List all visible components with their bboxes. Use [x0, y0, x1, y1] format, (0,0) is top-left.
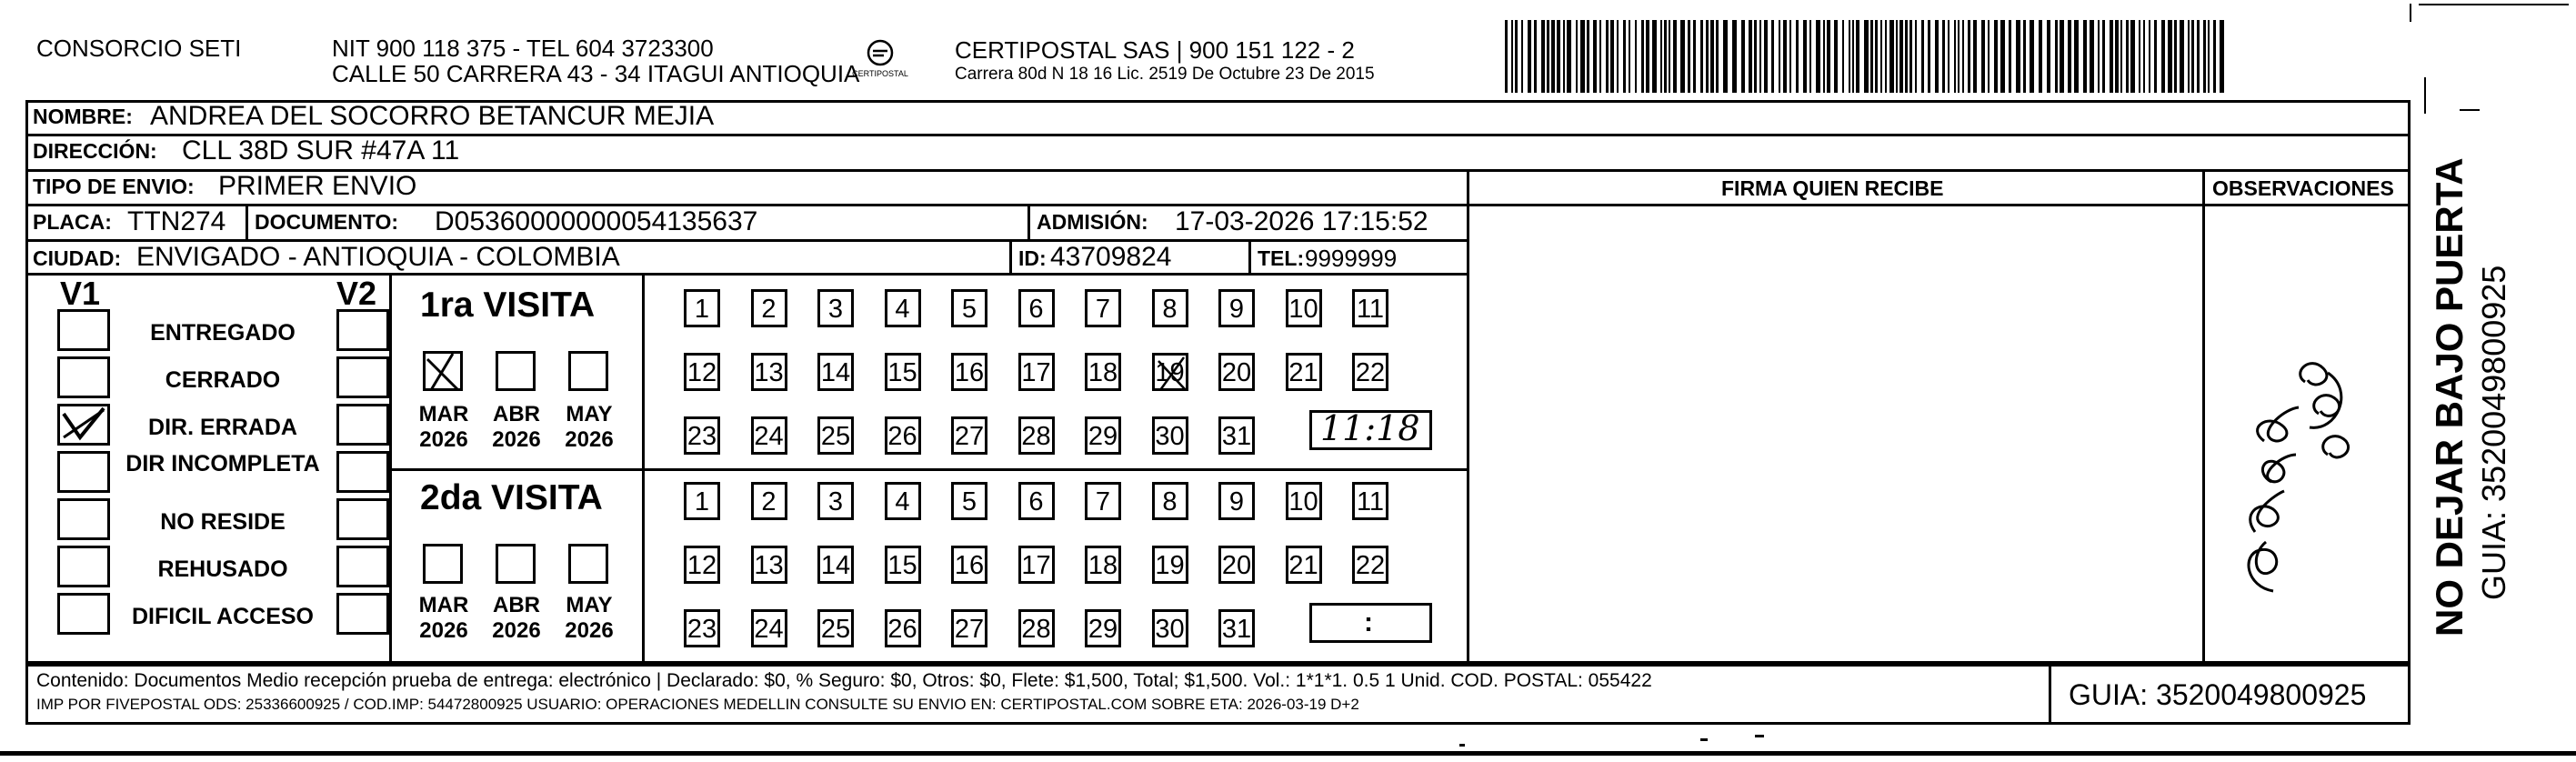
- svg-text:CERTIPOSTAL: CERTIPOSTAL: [852, 69, 908, 78]
- day-box-24[interactable]: 24: [751, 416, 787, 455]
- tel-label: TEL:: [1258, 246, 1305, 270]
- v1-checkbox[interactable]: [57, 498, 110, 540]
- status-option-label: DIFICIL ACCESO: [131, 604, 314, 629]
- month-label: [485, 402, 548, 452]
- placa-value: TTN274: [127, 206, 226, 236]
- day-box-24[interactable]: 24: [751, 609, 787, 647]
- day-box-6[interactable]: 6: [1018, 289, 1055, 327]
- v1-checkbox[interactable]: [57, 546, 110, 587]
- day-box-19[interactable]: 19: [1152, 546, 1188, 584]
- day-box-2[interactable]: 2: [751, 482, 787, 520]
- certipostal-logo: [851, 36, 909, 82]
- observaciones-header: OBSERVACIONES: [2212, 176, 2394, 200]
- day-box-21[interactable]: 21: [1286, 546, 1322, 584]
- month-label: [485, 593, 548, 643]
- month-year: 2026: [492, 617, 541, 643]
- company-name: CONSORCIO SETI: [36, 35, 242, 62]
- day-box-16[interactable]: 16: [951, 353, 987, 391]
- direccion-value: CLL 38D SUR #47A 11: [182, 135, 460, 165]
- day-box-17[interactable]: 17: [1018, 353, 1055, 391]
- v2-checkbox[interactable]: [336, 309, 389, 351]
- month-checkbox-may[interactable]: [568, 544, 608, 584]
- month-name: ABR: [493, 593, 540, 617]
- v2-checkbox[interactable]: [336, 498, 389, 540]
- footer-guia: GUIA: 3520049800925: [2069, 678, 2367, 711]
- day-box-20[interactable]: 20: [1218, 546, 1255, 584]
- day-box-9[interactable]: 9: [1218, 289, 1255, 327]
- day-box-2[interactable]: 2: [751, 289, 787, 327]
- barcode-icon: [1505, 20, 2228, 93]
- x-mark-icon: [1155, 356, 1191, 394]
- v1-checkbox[interactable]: [57, 593, 110, 635]
- day-box-11[interactable]: 11: [1352, 289, 1388, 327]
- v1-checkbox[interactable]: [57, 404, 110, 446]
- first-visit-time: 11:18: [1320, 408, 1420, 448]
- day-box-13[interactable]: 13: [751, 353, 787, 391]
- certipostal-logo-icon: [851, 36, 909, 82]
- day-box-4[interactable]: 4: [885, 482, 921, 520]
- month-name: MAR: [418, 402, 469, 426]
- day-box-7[interactable]: 7: [1085, 289, 1121, 327]
- month-checkbox-abr[interactable]: [496, 351, 536, 391]
- month-checkbox-abr[interactable]: [496, 544, 536, 584]
- v2-checkbox[interactable]: [336, 593, 389, 635]
- day-box-7[interactable]: 7: [1085, 482, 1121, 520]
- carrier-name: CERTIPOSTAL SAS | 900 151 122 - 2: [955, 36, 1355, 64]
- month-checkbox-mar[interactable]: [423, 351, 463, 391]
- month-label: [557, 593, 621, 643]
- day-box-6[interactable]: 6: [1018, 482, 1055, 520]
- second-visit-title: 2da VISITA: [420, 478, 603, 517]
- documento-value: D05360000000054135637: [435, 206, 758, 236]
- month-year: 2026: [419, 426, 468, 452]
- day-box-27[interactable]: 27: [951, 416, 987, 455]
- day-box-27[interactable]: 27: [951, 609, 987, 647]
- v2-checkbox[interactable]: [336, 404, 389, 446]
- month-name: ABR: [493, 402, 540, 426]
- v1-checkbox[interactable]: [57, 356, 110, 398]
- day-box-31[interactable]: 31: [1218, 609, 1255, 647]
- header: [0, 0, 2576, 100]
- day-box-5[interactable]: 5: [951, 289, 987, 327]
- day-box-28[interactable]: 28: [1018, 609, 1055, 647]
- firma-header: FIRMA QUIEN RECIBE: [1721, 176, 1944, 200]
- month-checkbox-may[interactable]: [568, 351, 608, 391]
- second-visit-time-sep: :: [1364, 607, 1373, 637]
- v2-checkbox[interactable]: [336, 356, 389, 398]
- day-box-15[interactable]: 15: [885, 353, 921, 391]
- carrier-license: Carrera 80d N 18 16 Lic. 2519 De Octubre 23 De 2015: [955, 65, 1375, 84]
- day-box-3[interactable]: 3: [817, 482, 854, 520]
- day-box-12[interactable]: 12: [684, 546, 720, 584]
- day-box-1[interactable]: 1: [684, 482, 720, 520]
- status-option-label: DIR INCOMPLETA: [125, 451, 320, 476]
- day-box-18[interactable]: 18: [1085, 353, 1121, 391]
- month-checkbox-mar[interactable]: [423, 544, 463, 584]
- day-box-13[interactable]: 13: [751, 546, 787, 584]
- day-box-14[interactable]: 14: [817, 546, 854, 584]
- company-address: CALLE 50 CARRERA 43 - 34 ITAGUI ANTIOQUIA: [332, 60, 860, 87]
- ciudad-value: ENVIGADO - ANTIOQUIA - COLOMBIA: [136, 242, 620, 272]
- status-option-label: CERRADO: [165, 367, 281, 393]
- day-box-10[interactable]: 10: [1286, 289, 1322, 327]
- placa-label: PLACA:: [33, 210, 112, 234]
- v1-label: V1: [60, 275, 101, 312]
- day-label: 19: [1155, 358, 1185, 387]
- day-box-30[interactable]: 30: [1152, 416, 1188, 455]
- day-box-28[interactable]: 28: [1018, 416, 1055, 455]
- status-option-label: NO RESIDE: [160, 509, 286, 535]
- id-label: ID:: [1018, 246, 1047, 270]
- day-box-29[interactable]: 29: [1085, 609, 1121, 647]
- direccion-label: DIRECCIÓN:: [33, 139, 157, 163]
- day-box-21[interactable]: 21: [1286, 353, 1322, 391]
- status-option-label: ENTREGADO: [150, 320, 296, 346]
- day-box-23[interactable]: 23: [684, 609, 720, 647]
- handwritten-signature: [2219, 327, 2373, 600]
- day-box-26[interactable]: 26: [885, 609, 921, 647]
- day-box-4[interactable]: 4: [885, 289, 921, 327]
- x-mark-icon: [426, 354, 466, 394]
- month-year: 2026: [492, 426, 541, 452]
- month-label: [412, 593, 476, 643]
- day-box-23[interactable]: 23: [684, 416, 720, 455]
- barcode: [1505, 20, 2228, 93]
- check-mark-icon: [60, 406, 107, 443]
- day-box-9[interactable]: 9: [1218, 482, 1255, 520]
- id-value: 43709824: [1050, 242, 1172, 272]
- first-visit-title: 1ra VISITA: [420, 286, 596, 325]
- day-box-12[interactable]: 12: [684, 353, 720, 391]
- v2-label: V2: [336, 275, 377, 312]
- day-box-17[interactable]: 17: [1018, 546, 1055, 584]
- month-label: [557, 402, 621, 452]
- day-box-26[interactable]: 26: [885, 416, 921, 455]
- day-box-16[interactable]: 16: [951, 546, 987, 584]
- month-year: 2026: [565, 617, 614, 643]
- day-box-22[interactable]: 22: [1352, 353, 1388, 391]
- admision-label: ADMISIÓN:: [1037, 210, 1148, 234]
- day-box-29[interactable]: 29: [1085, 416, 1121, 455]
- nombre-label: NOMBRE:: [33, 105, 133, 128]
- day-box-19[interactable]: [1152, 353, 1188, 391]
- day-box-8[interactable]: 8: [1152, 482, 1188, 520]
- day-box-31[interactable]: 31: [1218, 416, 1255, 455]
- day-box-30[interactable]: 30: [1152, 609, 1188, 647]
- month-name: MAY: [566, 402, 613, 426]
- day-box-1[interactable]: 1: [684, 289, 720, 327]
- tipo-envio-value: PRIMER ENVIO: [218, 171, 417, 201]
- tipo-envio-label: TIPO DE ENVIO:: [33, 175, 195, 198]
- status-option-label: REHUSADO: [157, 556, 288, 582]
- month-year: 2026: [419, 617, 468, 643]
- day-box-15[interactable]: 15: [885, 546, 921, 584]
- day-box-20[interactable]: 20: [1218, 353, 1255, 391]
- v2-checkbox[interactable]: [336, 546, 389, 587]
- admision-value: 17-03-2026 17:15:52: [1175, 206, 1428, 236]
- day-box-25[interactable]: 25: [817, 609, 854, 647]
- month-label: [412, 402, 476, 452]
- footer-imp: IMP POR FIVEPOSTAL ODS: 25336600925 / COD.IMP: 54472800925 USUARIO: OPERACIONES MEDELLIN CONSULTE SU ENVIO EN: CERTIPOSTAL.COM SOBRE ETA: 2026-03-19 D+2: [36, 696, 1359, 713]
- day-box-5[interactable]: 5: [951, 482, 987, 520]
- day-box-18[interactable]: 18: [1085, 546, 1121, 584]
- day-box-22[interactable]: 22: [1352, 546, 1388, 584]
- day-box-25[interactable]: 25: [817, 416, 854, 455]
- status-option-label: DIR. ERRADA: [148, 415, 297, 440]
- day-box-14[interactable]: 14: [817, 353, 854, 391]
- nombre-value: ANDREA DEL SOCORRO BETANCUR MEJIA: [150, 101, 715, 131]
- month-name: MAY: [566, 593, 613, 617]
- company-nit: NIT 900 118 375 - TEL 604 3723300: [332, 35, 714, 62]
- day-box-11[interactable]: 11: [1352, 482, 1388, 520]
- v1-checkbox[interactable]: [57, 309, 110, 351]
- no-dejar-bajo-puerta: NO DEJAR BAJO PUERTA: [2428, 157, 2471, 637]
- v1-checkbox[interactable]: [57, 451, 110, 493]
- footer-contenido: Contenido: Documentos Medio recepción prueba de entrega: electrónico | Declarado: $0, % Seguro: $0, Otros: $0, Flete: $1,500, Total; $1,500. Vol.: 1*1*1. 0.5 1 Unid. COD. POSTAL: 055422: [36, 670, 1652, 691]
- v2-checkbox[interactable]: [336, 451, 389, 493]
- ciudad-label: CIUDAD:: [33, 246, 122, 270]
- month-year: 2026: [565, 426, 614, 452]
- day-box-10[interactable]: 10: [1286, 482, 1322, 520]
- day-box-8[interactable]: 8: [1152, 289, 1188, 327]
- day-box-3[interactable]: 3: [817, 289, 854, 327]
- month-name: MAR: [418, 593, 469, 617]
- side-guia-number: GUIA: 3520049800925: [2475, 265, 2512, 600]
- tel-value: 9999999: [1305, 245, 1398, 272]
- documento-label: DOCUMENTO:: [255, 210, 399, 234]
